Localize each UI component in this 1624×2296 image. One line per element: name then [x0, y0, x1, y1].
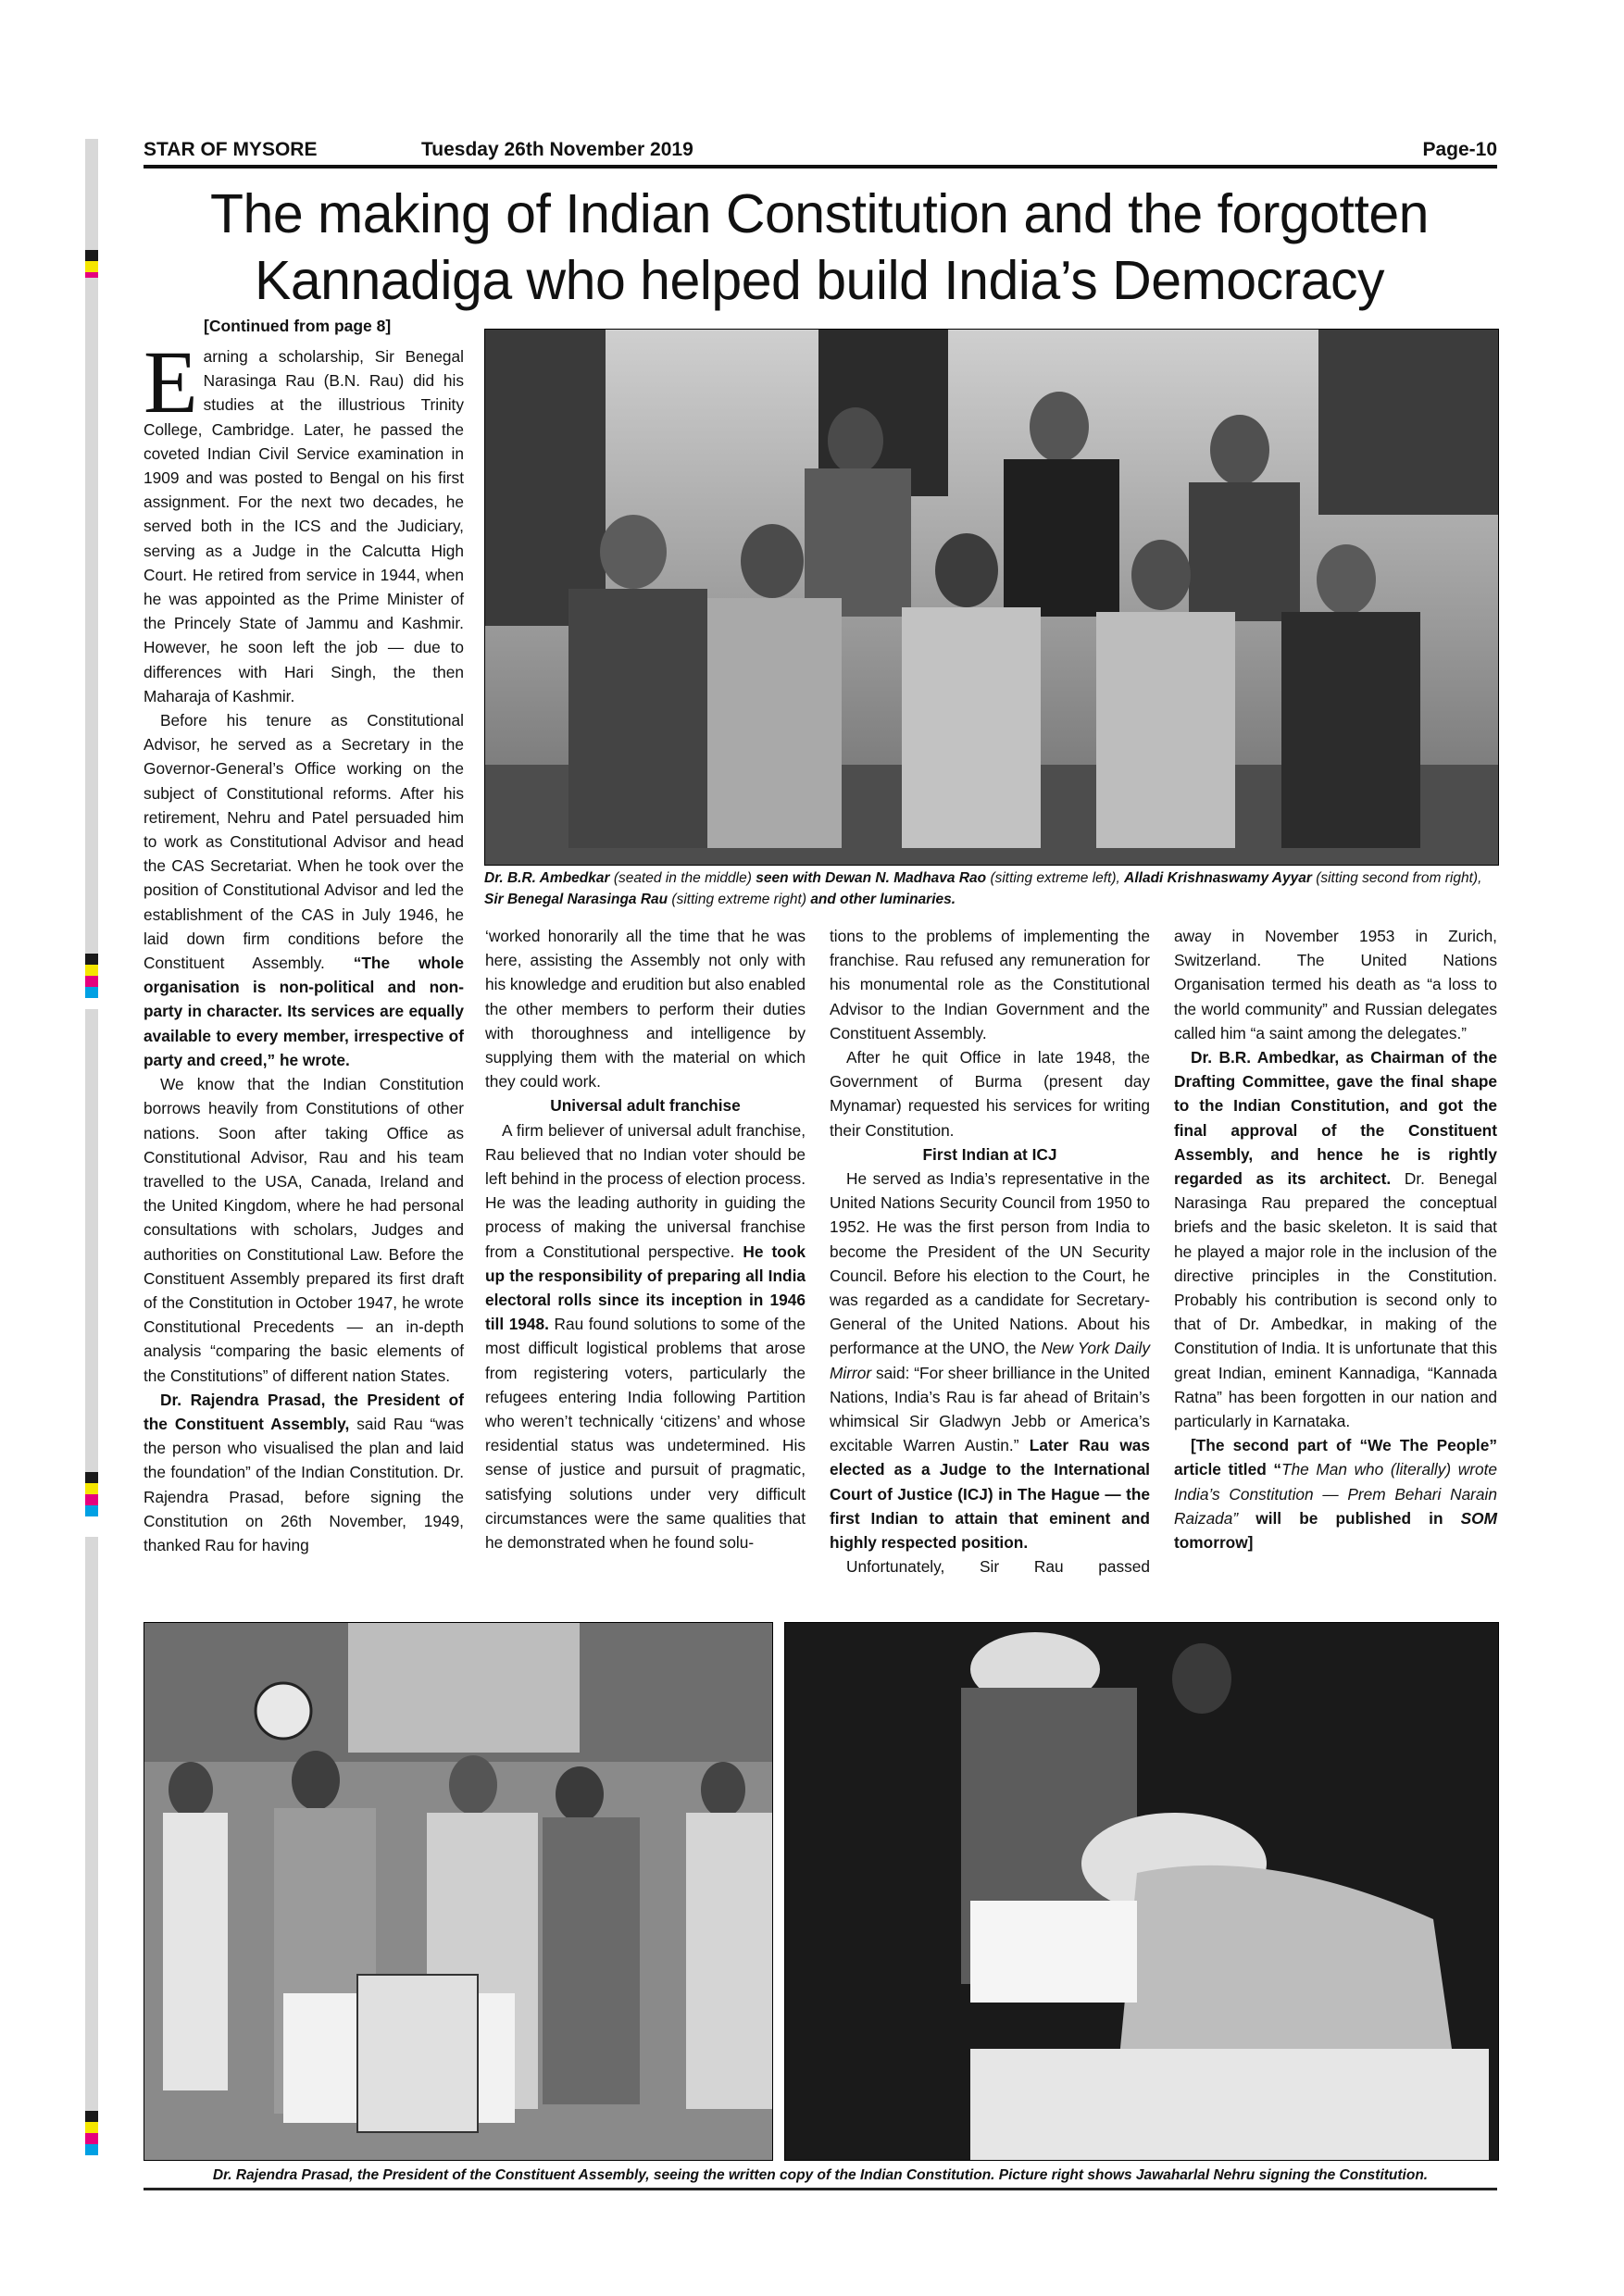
- col4-para-1: away in November 1953 in Zurich, Switzerland. The United Nations Organisation termed his death as “a loss to the world community” and Russian delegates called him “a saint among the delegates.”: [1174, 927, 1497, 1042]
- prasad-photo: [144, 1622, 773, 2161]
- issue-date: Tuesday 26th November 2019: [421, 139, 693, 160]
- article-column-1: [144, 332, 465, 1557]
- col3-para-4: Unfortunately, Sir Rau passed: [846, 1557, 1150, 1577]
- article-column-4: [1174, 924, 1497, 1554]
- bottom-rule: [144, 2188, 1497, 2190]
- nehru-photo: [784, 1622, 1499, 2161]
- registration-bar-mid1: [85, 278, 98, 998]
- page-header: [144, 139, 1497, 168]
- col2-para-1: ‘worked honorarily all the time that he was here, assisting the Assembly not only with his knowledge and erudition but also enabled the other members to perform their duties with thoroughness and intelligence by supplying them with the material on which they could work.: [485, 927, 806, 1092]
- caption-name-madhava-rao: seen with Dewan N. Madhava Rao: [756, 870, 987, 886]
- nehru-photo-image: [785, 1623, 1498, 2160]
- page-number: Page-10: [1422, 139, 1497, 160]
- headline-line-2: Kannadiga who helped build India’s Democracy: [255, 250, 1384, 311]
- dropcap: E: [144, 332, 198, 431]
- headline-line-1: The making of Indian Constitution and the forgotten: [210, 183, 1429, 244]
- article-column-2: [485, 924, 806, 1554]
- group-photo-caption: [484, 867, 1497, 910]
- group-photo-image: [485, 330, 1498, 865]
- publication-name: STAR OF MYSORE: [144, 139, 318, 160]
- col3-para-3: He served as India’s representative in the United Nations Security Council from 1950 to 1952. He was the first person from India to become the President of the UN Security Council. Before his election to the Court, he was regarded as a candidate for Secretary-General of the United Nations. About his performance at the UNO, the New York Daily Mirror said: “For sheer brilliance in the United Nations, India’s Rau is far ahead of Britain’s whimsical Sir Gladwyn Jebb or America’s excitable Warren Austin.” Later Rau was elected as a Judge to the International Court of Justice (ICJ) in The Hague — the first Indian to attain that eminent and highly respected position.: [830, 1169, 1150, 1553]
- col2-para-2: A firm believer of universal adult franchise, Rau believed that no Indian voter should be left behind in the process of election process. He was the leading authority in guiding the process of making the universal franchise from a Constitutional perspective. He took up the responsibility of preparing all India electoral rolls since its inception in 1946 till 1948. Rau found solutions to some of the most difficult logistical problems that arose from registering voters, particularly the refugees entering India following Partition who weren’t technically ‘citizens’ and whose residential status was undetermined. His sense of justice and pursuit of pragmatic, satisfying solutions under very difficult circumstances were the same qualities that he demonstrated when he found solu-: [485, 1120, 806, 1553]
- col1-para-3: We know that the Indian Constitution borrows heavily from Constitutions of other nations. Soon after taking Office as Constitutional Advisor, Rau and his team travelled to the USA, Canada, Ireland and the United Kingdom, where he had personal consultations with scholars, Judges and authorities on Constitutional Law. Before the Constituent Assembly prepared its first draft of the Constitution in October 1947, he wrote Constitutional Precedents — an in-depth analysis “comparing the basic elements of the Constitutions” of different nation States.: [144, 1075, 464, 1385]
- caption-end: and other luminaries.: [810, 892, 956, 907]
- col1-para-4: Dr. Rajendra Prasad, the President of the Constituent Assembly, said Rau “was the person who visualised the plan and laid the foundation” of the Indian Constitution. Dr. Rajendra Prasad, before signing the Constitution on 26th November, 1949, thanked Rau for having: [144, 1390, 465, 1554]
- article-column-3: [830, 924, 1150, 1578]
- subhead-universal-franchise: Universal adult franchise: [550, 1096, 741, 1116]
- caption-note-2: (sitting extreme left),: [986, 870, 1125, 886]
- headline: [130, 181, 1509, 314]
- continued-note: [Continued from page 8]: [204, 317, 392, 335]
- bottom-photos-caption: Dr. Rajendra Prasad, the President of the Constituent Assembly, seeing the written copy of the Indian Constitution. Picture right shows Jawaharlal Nehru signing the Constitution.: [212, 2167, 1429, 2183]
- registration-bar-bottom: [85, 1537, 98, 2155]
- registration-bar-top: [85, 139, 98, 294]
- caption-name-alladi: Alladi Krishnaswamy Ayyar: [1124, 870, 1312, 886]
- col1-para-2: Before his tenure as Constitutional Advisor, he served as a Secretary in the Governor-General’s Office working on the subject of Constitutional reforms. After his retirement, Nehru and Patel persuaded him to work as Constitutional Advisor and head the CAS Secretariat. When he took over the position of Constitutional Advisor and led the establishment of the CAS in July 1946, he laid down firm conditions before the Constituent Assembly. “The whole organisation is non-political and non-party in character. Its services are equally available to every member, irrespective of party and creed,” he wrote.: [144, 711, 464, 1069]
- caption-name-rau: Sir Benegal Narasinga Rau: [484, 892, 668, 907]
- col4-para-2: Dr. B.R. Ambedkar, as Chairman of the Drafting Committee, gave the final shape to the Indian Constitution, and got the final approval of the Constituent Assembly, and hence he is rightly regarded as its architect. Dr. Benegal Narasinga Rau prepared the conceptual briefs and the basic skeleton. It is said that he played a major role in the inclusion of the directive principles in the Constitution. Probably his contribution is second only to that of Dr. Ambedkar, in making of the Constitution of India. It is unfortunate that this great Indian, eminent Kannadiga, “Kannada Ratna” has been forgotten in our nation and particularly in Karnataka.: [1174, 1048, 1497, 1431]
- subhead-first-indian-icj: First Indian at ICJ: [922, 1144, 1057, 1164]
- group-photo: [484, 329, 1499, 866]
- registration-bar-mid2: [85, 1009, 98, 1516]
- col4-para-3: [The second part of “We The People” article titled “The Man who (literally) wrote India’s Constitution — Prem Behari Narain Raizada” will be published in SOM tomorrow]: [1174, 1436, 1497, 1553]
- caption-note-3: (sitting second from right),: [1311, 870, 1482, 886]
- col1-para-1: Earning a scholarship, Sir Benegal Narasinga Rau (B.N. Rau) did his studies at the illustrious Trinity College, Cambridge. Later, he passed the coveted Indian Civil Service examination in 1909 and was posted to Bengal on his first assignment. For the next two decades, he served both in the ICS and the Judiciary, serving as a Judge in the Calcutta High Court. He retired from service in 1944, when he was appointed as the Prime Minister of the Princely State of Jammu and Kashmir. However, he soon left the job — due to differences with Hari Singh, the then Maharaja of Kashmir.: [144, 332, 464, 705]
- caption-name-ambedkar: Dr. B.R. Ambedkar: [484, 870, 610, 886]
- caption-note-4: (sitting extreme right): [668, 892, 811, 907]
- col3-para-1: tions to the problems of implementing the franchise. Rau refused any remuneration for his monumental role as the Constitutional Advisor to the Indian Government and the Constituent Assembly.: [830, 927, 1150, 1042]
- col3-para-2: After he quit Office in late 1948, the Government of Burma (present day Mynamar) requested his services for writing their Constitution.: [830, 1048, 1150, 1140]
- caption-note-1: (seated in the middle): [609, 870, 756, 886]
- prasad-photo-image: [144, 1623, 772, 2160]
